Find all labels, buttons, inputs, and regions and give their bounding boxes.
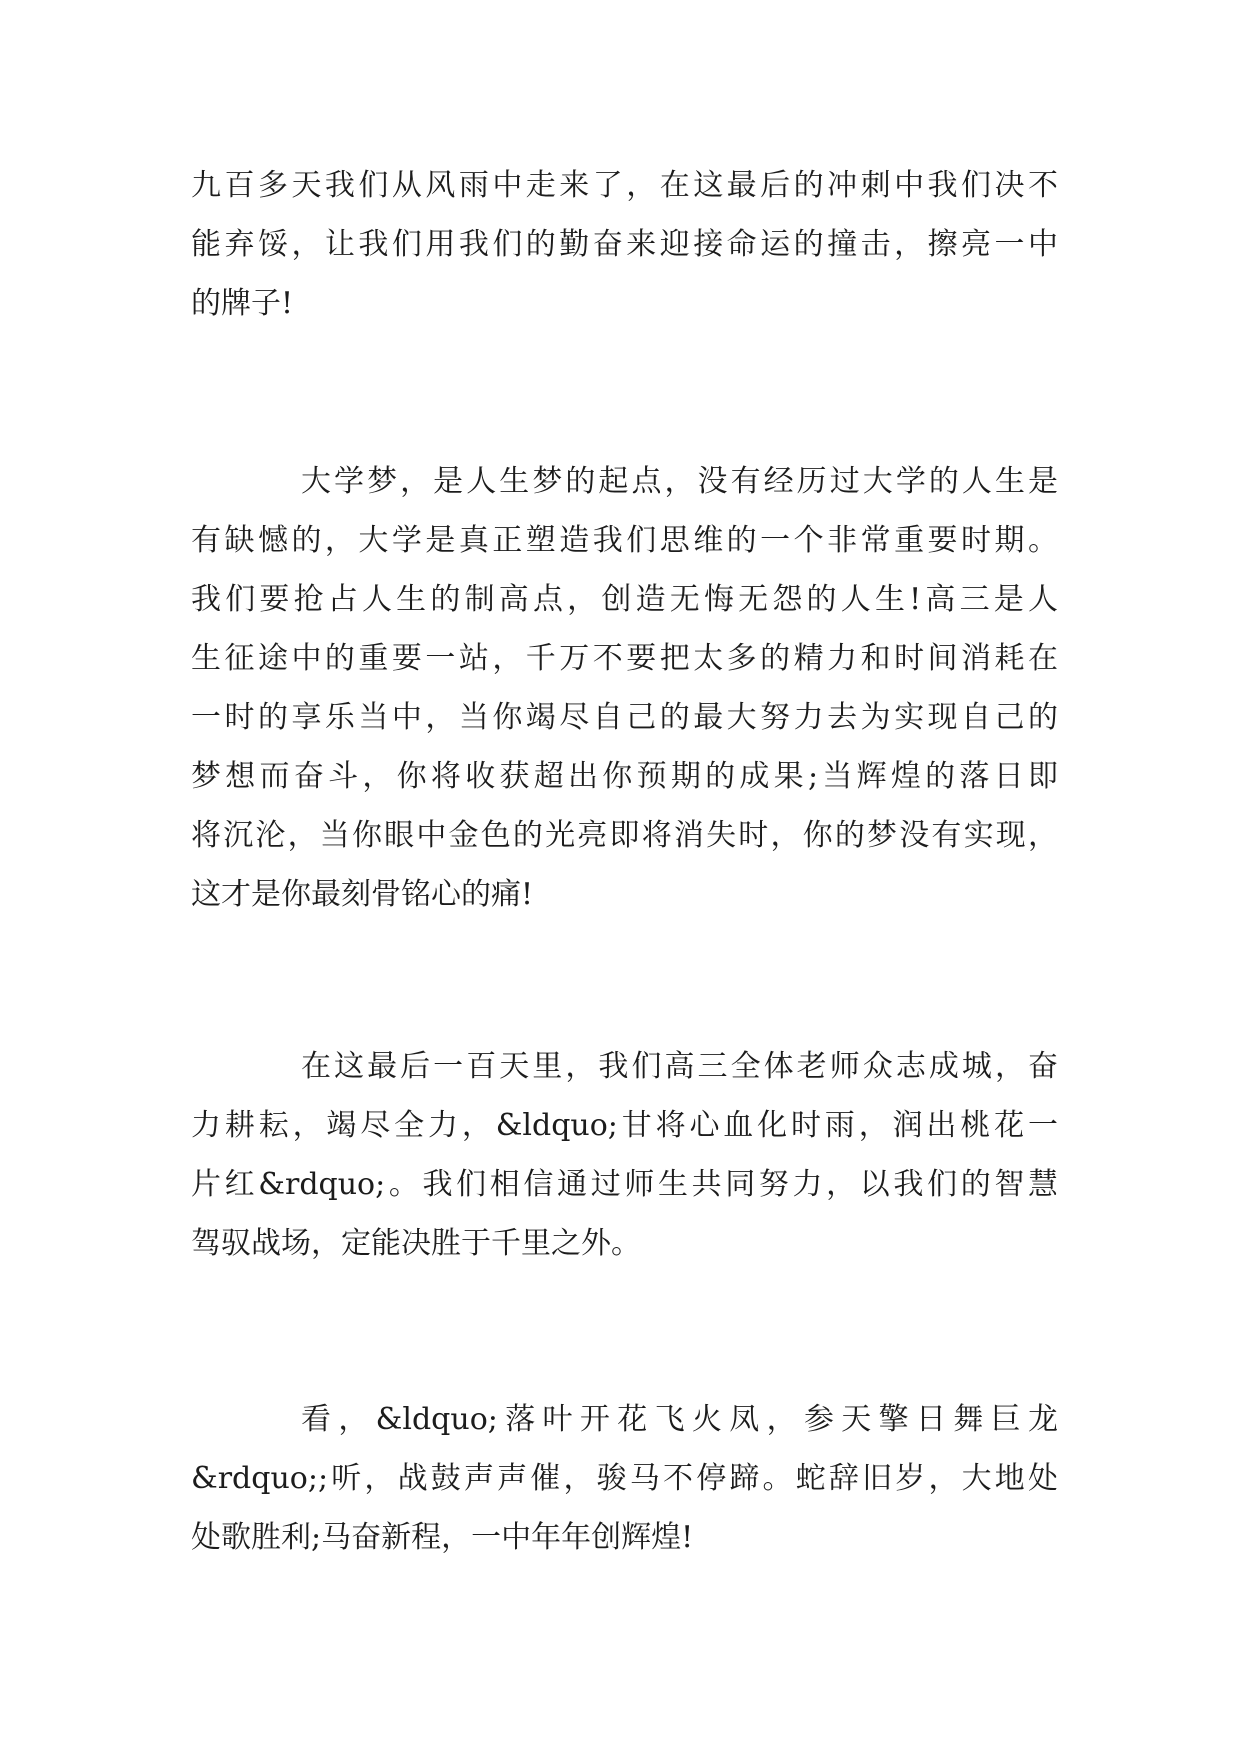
text-line: 生征途中的重要一站，千万不要把太多的精力和时间消耗在 [191, 641, 1058, 676]
text-line: 将沉沦，当你眼中金色的光亮即将消失时，你的梦没有实现， [191, 818, 1058, 853]
text-line: 驾驭战场，定能决胜于千里之外。 [191, 1226, 641, 1261]
text-line: 力耕耘，竭尽全力，&ldquo;甘将心血化时雨，润出桃花一 [191, 1108, 1058, 1143]
paragraph-2 [191, 452, 1058, 924]
text-line: 梦想而奋斗，你将收获超出你预期的成果;当辉煌的落日即 [191, 759, 1058, 794]
paragraph-3 [191, 1037, 1058, 1273]
text-line: 处歌胜利;马奋新程，一中年年创辉煌! [191, 1520, 694, 1555]
text-line: 我们要抢占人生的制高点，创造无悔无怨的人生!高三是人 [191, 582, 1058, 617]
text-line: 一时的享乐当中，当你竭尽自己的最大努力去为实现自己的 [191, 700, 1058, 735]
text-line: 在这最后一百天里，我们高三全体老师众志成城，奋 [301, 1049, 1058, 1084]
paragraph-4 [191, 1390, 1058, 1567]
text-line: &rdquo;;听，战鼓声声催，骏马不停蹄。蛇辞旧岁，大地处 [191, 1461, 1058, 1496]
text-line: 九百多天我们从风雨中走来了，在这最后的冲刺中我们决不 [191, 168, 1058, 203]
text-line: 能弃馁，让我们用我们的勤奋来迎接命运的撞击，擦亮一中 [191, 227, 1058, 262]
text-line: 这才是你最刻骨铭心的痛! [191, 877, 534, 912]
text-line: 的牌子! [191, 286, 294, 321]
text-line: 大学梦，是人生梦的起点，没有经历过大学的人生是 [301, 464, 1058, 499]
text-line: 有缺憾的，大学是真正塑造我们思维的一个非常重要时期。 [191, 523, 1058, 558]
text-line: 片红&rdquo;。我们相信通过师生共同努力，以我们的智慧 [191, 1167, 1058, 1202]
text-line: 看，&ldquo;落叶开花飞火凤，参天擎日舞巨龙 [301, 1402, 1058, 1437]
paragraph-1 [191, 156, 1058, 333]
